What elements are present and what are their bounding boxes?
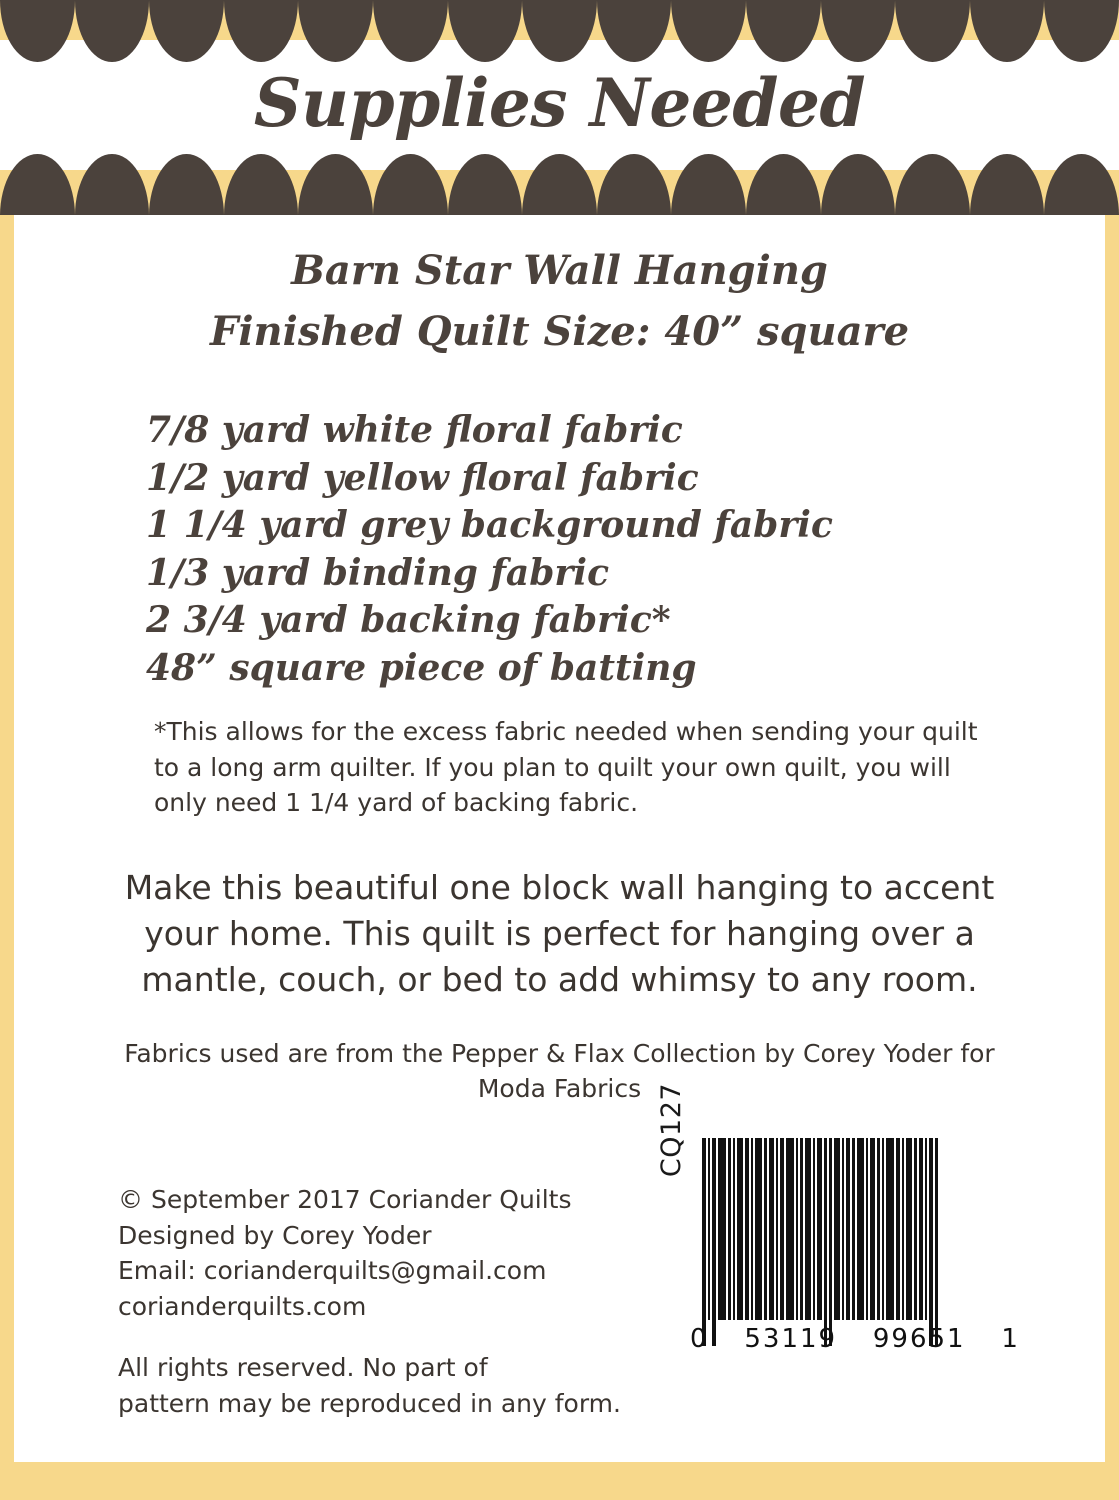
barcode-sku-label: CQ127 xyxy=(656,1082,687,1178)
title-strip xyxy=(0,44,1119,162)
page-title: Supplies Needed xyxy=(253,64,866,142)
supplies-list xyxy=(146,407,1105,692)
list-item: 1/3 yard binding fabric xyxy=(146,551,609,594)
scallop xyxy=(821,154,896,215)
backing-fabric-footnote: *This allows for the excess fabric needed when sending your quilt to a long arm quilter. If you plan to quilt your own quilt, you will only need 1 1/4 yard of backing fabric. xyxy=(154,717,978,818)
copyright-block xyxy=(118,1182,572,1324)
rights-line-1: All rights reserved. No part of xyxy=(118,1353,488,1382)
barcode-digit-left: 0 xyxy=(690,1324,709,1354)
pattern-size: Finished Quilt Size: 40” square xyxy=(209,308,910,355)
header-band xyxy=(0,0,1119,215)
scallop xyxy=(0,154,75,215)
designer-line: Designed by Corey Yoder xyxy=(118,1220,432,1250)
scallop xyxy=(224,154,299,215)
scallop xyxy=(746,154,821,215)
scallop xyxy=(597,154,672,215)
scallop xyxy=(448,154,523,215)
barcode xyxy=(656,1082,1020,1388)
description-text: Make this beautiful one block wall hanging to accent your home. This quilt is perfect for hanging over a mantle, couch, or bed to add whimsy to any room. xyxy=(124,867,995,999)
rights-block xyxy=(118,1350,621,1421)
list-item: 2 3/4 yard backing fabric* xyxy=(146,599,671,642)
website-line: corianderquilts.com xyxy=(118,1291,367,1321)
scallop xyxy=(373,154,448,215)
scallop xyxy=(298,154,373,215)
fabric-credit-text: Fabrics used are from the Pepper & Flax Collection by Corey Yoder for Moda Fabrics xyxy=(124,1039,995,1103)
content-card xyxy=(14,215,1105,1462)
scallop xyxy=(149,154,224,215)
scallop xyxy=(522,154,597,215)
rights-line-2: pattern may be reproduced in any form. xyxy=(118,1388,621,1418)
barcode-digits xyxy=(690,1324,1020,1354)
list-item: 7/8 yard white floral fabric xyxy=(146,409,683,451)
barcode-bars xyxy=(702,1138,1014,1346)
list-item: 1/2 yard yellow floral fabric xyxy=(146,456,699,499)
scallop xyxy=(1044,154,1119,215)
scallop xyxy=(970,154,1045,215)
footer-area xyxy=(14,1082,1105,1460)
scallop xyxy=(75,154,150,215)
scallop xyxy=(895,154,970,215)
barcode-digit-right: 1 xyxy=(1001,1324,1020,1354)
email-line: Email: corianderquilts@gmail.com xyxy=(118,1256,547,1285)
pattern-name: Barn Star Wall Hanging xyxy=(291,247,828,294)
scallop xyxy=(671,154,746,215)
list-item: 48” square piece of batting xyxy=(146,646,697,689)
scallop-row-bottom xyxy=(0,154,1119,215)
barcode-digit-group-2: 99651 xyxy=(872,1324,966,1354)
list-item: 1 1/4 yard grey background fabric xyxy=(146,504,833,547)
copyright-line: © September 2017 Coriander Quilts xyxy=(118,1185,572,1214)
barcode-digit-group-1: 53119 xyxy=(744,1324,838,1354)
